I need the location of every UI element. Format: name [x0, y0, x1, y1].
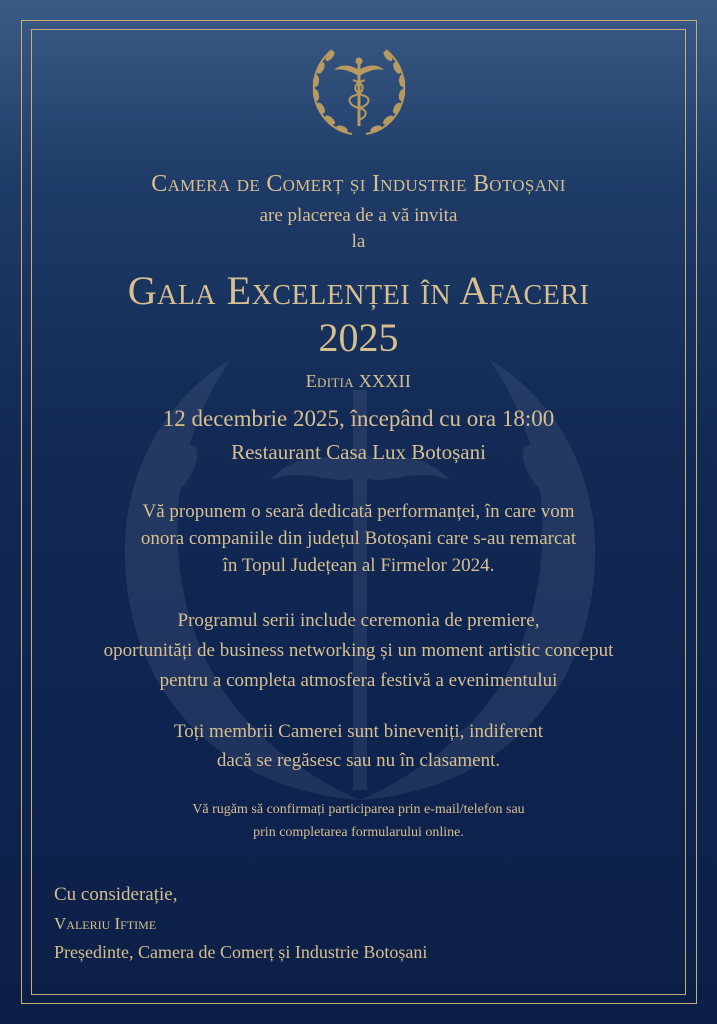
signature-closing: Cu considerație,	[54, 884, 178, 905]
paragraph-line: Toți membrii Camerei sunt bineveniți, indiferent	[173, 721, 544, 742]
signature-name: Valeriu Iftime	[54, 914, 157, 933]
paragraph-line: dacă se regăsesc sau nu în clasament.	[216, 750, 501, 771]
members-paragraph	[0, 717, 717, 775]
rsvp-paragraph	[0, 798, 717, 844]
paragraph-line: pentru a completa atmosfera festivă a evenimentului	[159, 670, 558, 691]
event-title: Gala Excelenței în Afaceri	[127, 268, 590, 313]
event-venue: Restaurant Casa Lux Botoșani	[231, 440, 486, 464]
event-year: 2025	[318, 315, 399, 360]
organization-name: Camera de Comerț și Industrie Botoșani	[151, 171, 566, 197]
paragraph-line: Programul serii include ceremonia de premiere,	[177, 610, 540, 631]
invite-line: are placerea de a vă invita	[259, 205, 458, 226]
event-edition: Editia XXXII	[305, 371, 412, 391]
paragraph-line: Vă propunem o seară dedicată performanței, în care vom	[142, 501, 575, 522]
paragraph-line: în Topul Județean al Firmelor 2024.	[222, 555, 495, 576]
program-paragraph	[0, 606, 717, 696]
intro-paragraph	[0, 498, 717, 579]
paragraph-line: oportunități de business networking și un moment artistic conceput	[103, 640, 614, 661]
signature-role: Președinte, Camera de Comerț și Industrie Botoșani	[54, 942, 428, 962]
paragraph-line: prin completarea formularului online.	[253, 825, 464, 840]
laurel-wreath-caduceus-icon	[306, 44, 412, 140]
event-datetime: 12 decembrie 2025, începând cu ora 18:00	[162, 406, 555, 431]
invite-preposition: la	[351, 231, 366, 252]
paragraph-line: onora companiile din județul Botoșani care s-au remarcat	[140, 528, 577, 549]
paragraph-line: Vă rugăm să confirmați participarea prin e-mail/telefon sau	[192, 802, 525, 817]
